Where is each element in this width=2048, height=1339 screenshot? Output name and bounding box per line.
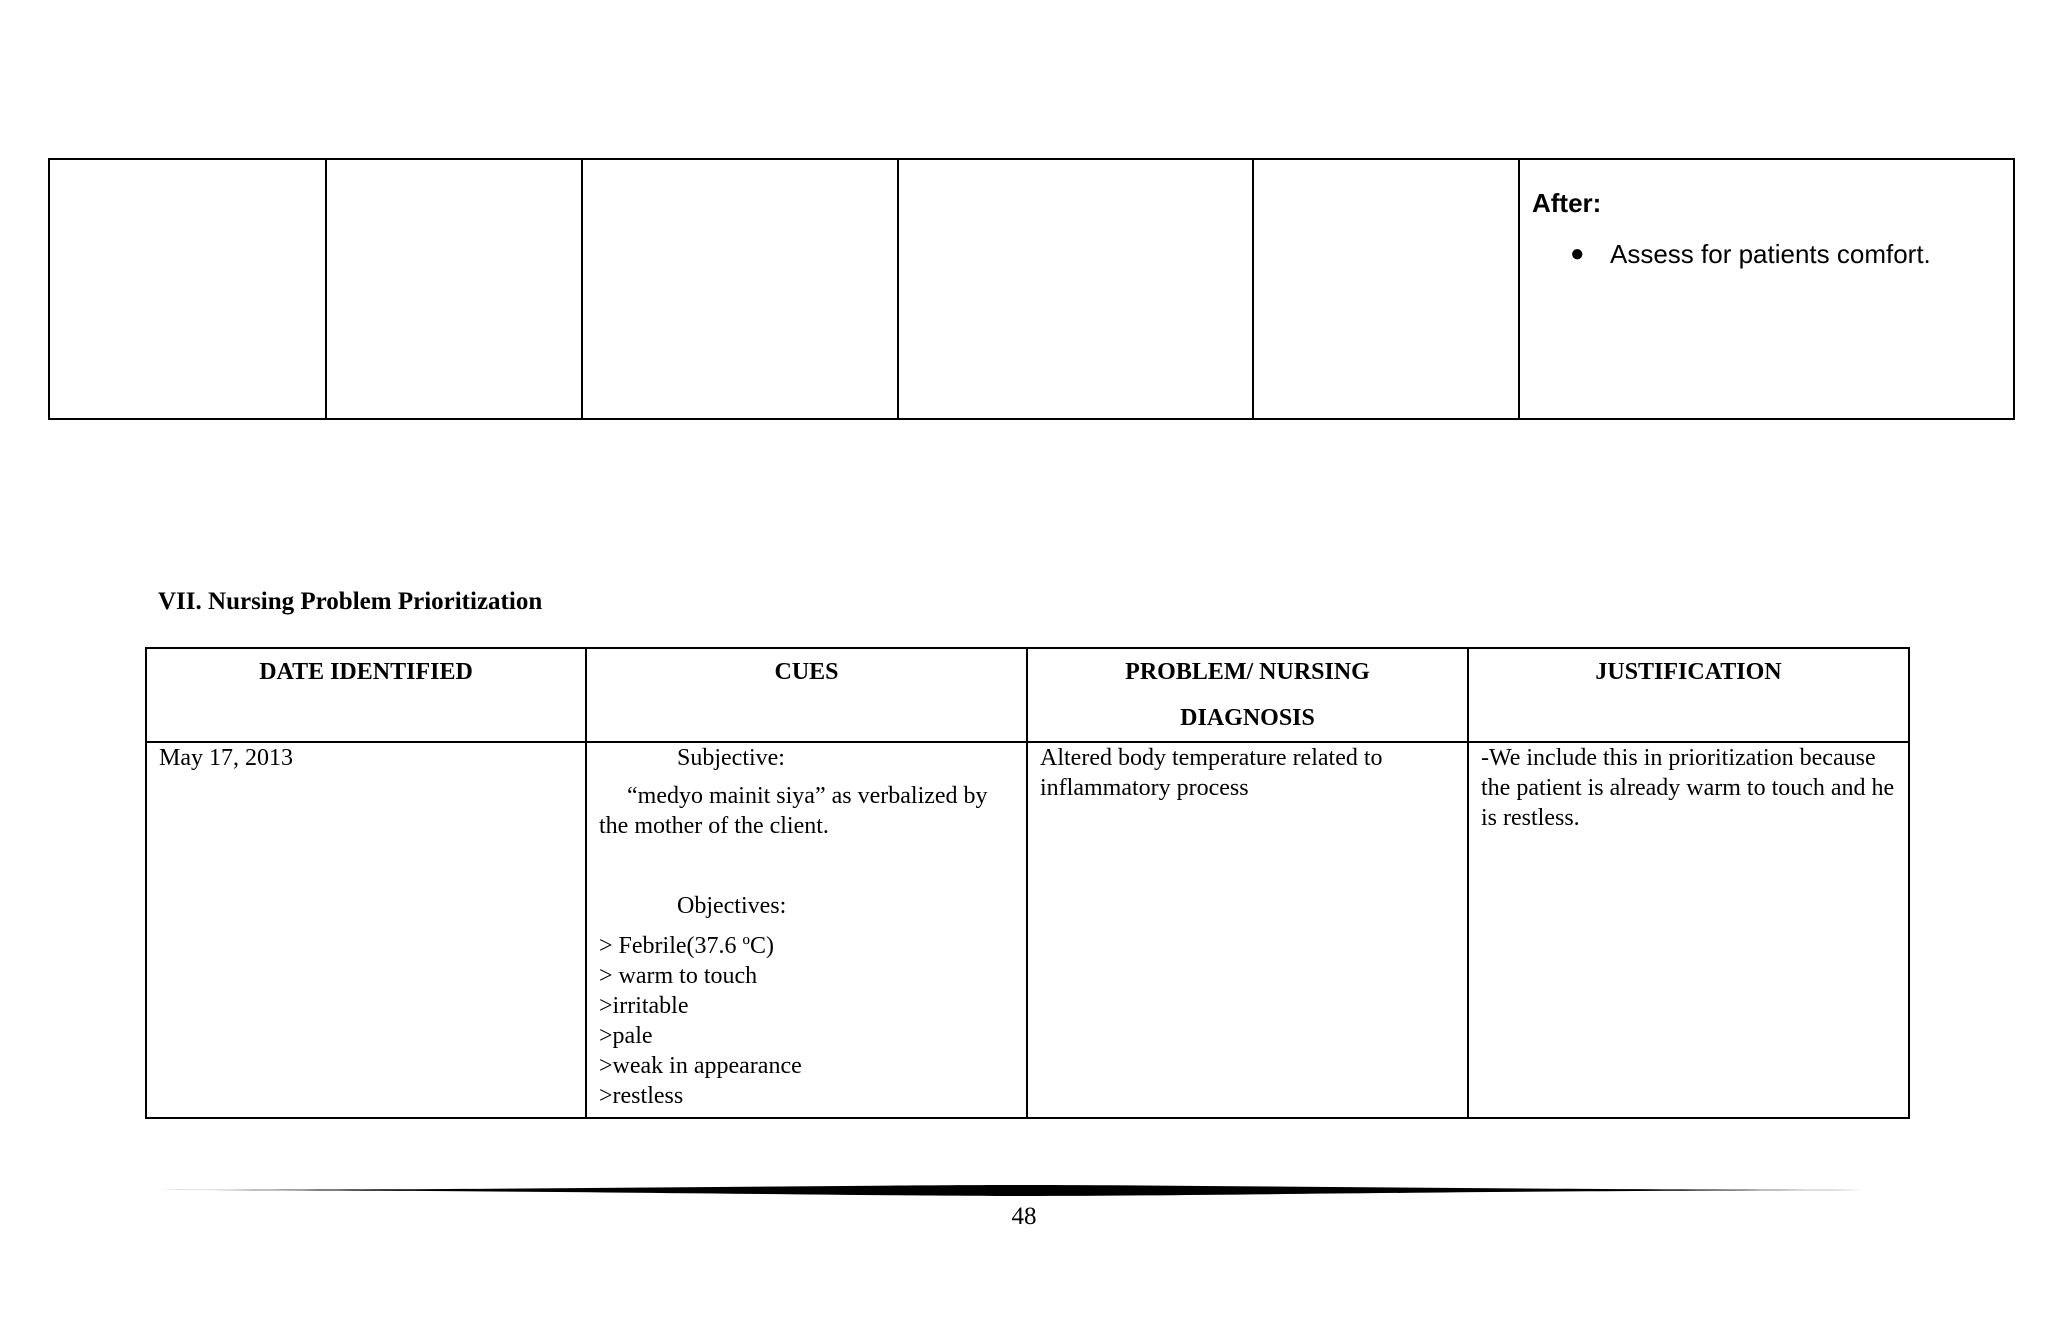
table-row xyxy=(146,742,1909,1118)
header-problem: PROBLEM/ NURSING DIAGNOSIS xyxy=(1027,648,1468,742)
after-heading: After: xyxy=(1532,188,1602,218)
after-item-text: Assess for patients comfort. xyxy=(1610,239,1931,269)
list-item: >irritable xyxy=(599,993,689,1019)
list-item: >pale xyxy=(599,1023,653,1049)
empty-cell xyxy=(582,159,898,419)
date-cell: May 17, 2013 xyxy=(146,742,586,1118)
header-cues: CUES xyxy=(586,648,1027,742)
footer-divider xyxy=(158,1184,1893,1198)
header-justification: JUSTIFICATION xyxy=(1468,648,1909,742)
objective-label: Objectives: xyxy=(677,893,787,919)
after-list xyxy=(1532,237,2001,271)
after-interventions-cell xyxy=(1519,159,2014,419)
empty-cell xyxy=(326,159,582,419)
list-item: > Febrile(37.6 ºC) xyxy=(599,933,774,959)
header-date: DATE IDENTIFIED xyxy=(146,648,586,742)
justification-cell: -We include this in prioritization because the patient is already warm to touch and he is restless. xyxy=(1468,742,1909,1118)
section-title: VII. Nursing Problem Prioritization xyxy=(158,588,543,615)
list-item: > warm to touch xyxy=(599,963,758,989)
prioritization-table xyxy=(145,647,1910,1119)
objective-list xyxy=(599,931,1014,1111)
care-plan-table-continuation xyxy=(48,158,2015,420)
cues-cell xyxy=(586,742,1027,1118)
bullet-icon: ● xyxy=(1570,240,1585,267)
empty-cell xyxy=(49,159,326,419)
problem-cell: Altered body temperature related to inflammatory process xyxy=(1027,742,1468,1118)
table-row xyxy=(49,159,2014,419)
page-number: 48 xyxy=(1011,1203,1037,1230)
header-row xyxy=(146,648,1909,742)
empty-cell xyxy=(1253,159,1519,419)
list-item xyxy=(1570,237,2001,271)
subjective-label: Subjective: xyxy=(677,745,785,771)
list-item: >restless xyxy=(599,1083,684,1109)
list-item: >weak in appearance xyxy=(599,1053,802,1079)
empty-cell xyxy=(898,159,1253,419)
subjective-text: “medyo mainit siya” as verbalized by the mother of the client. xyxy=(599,783,988,839)
